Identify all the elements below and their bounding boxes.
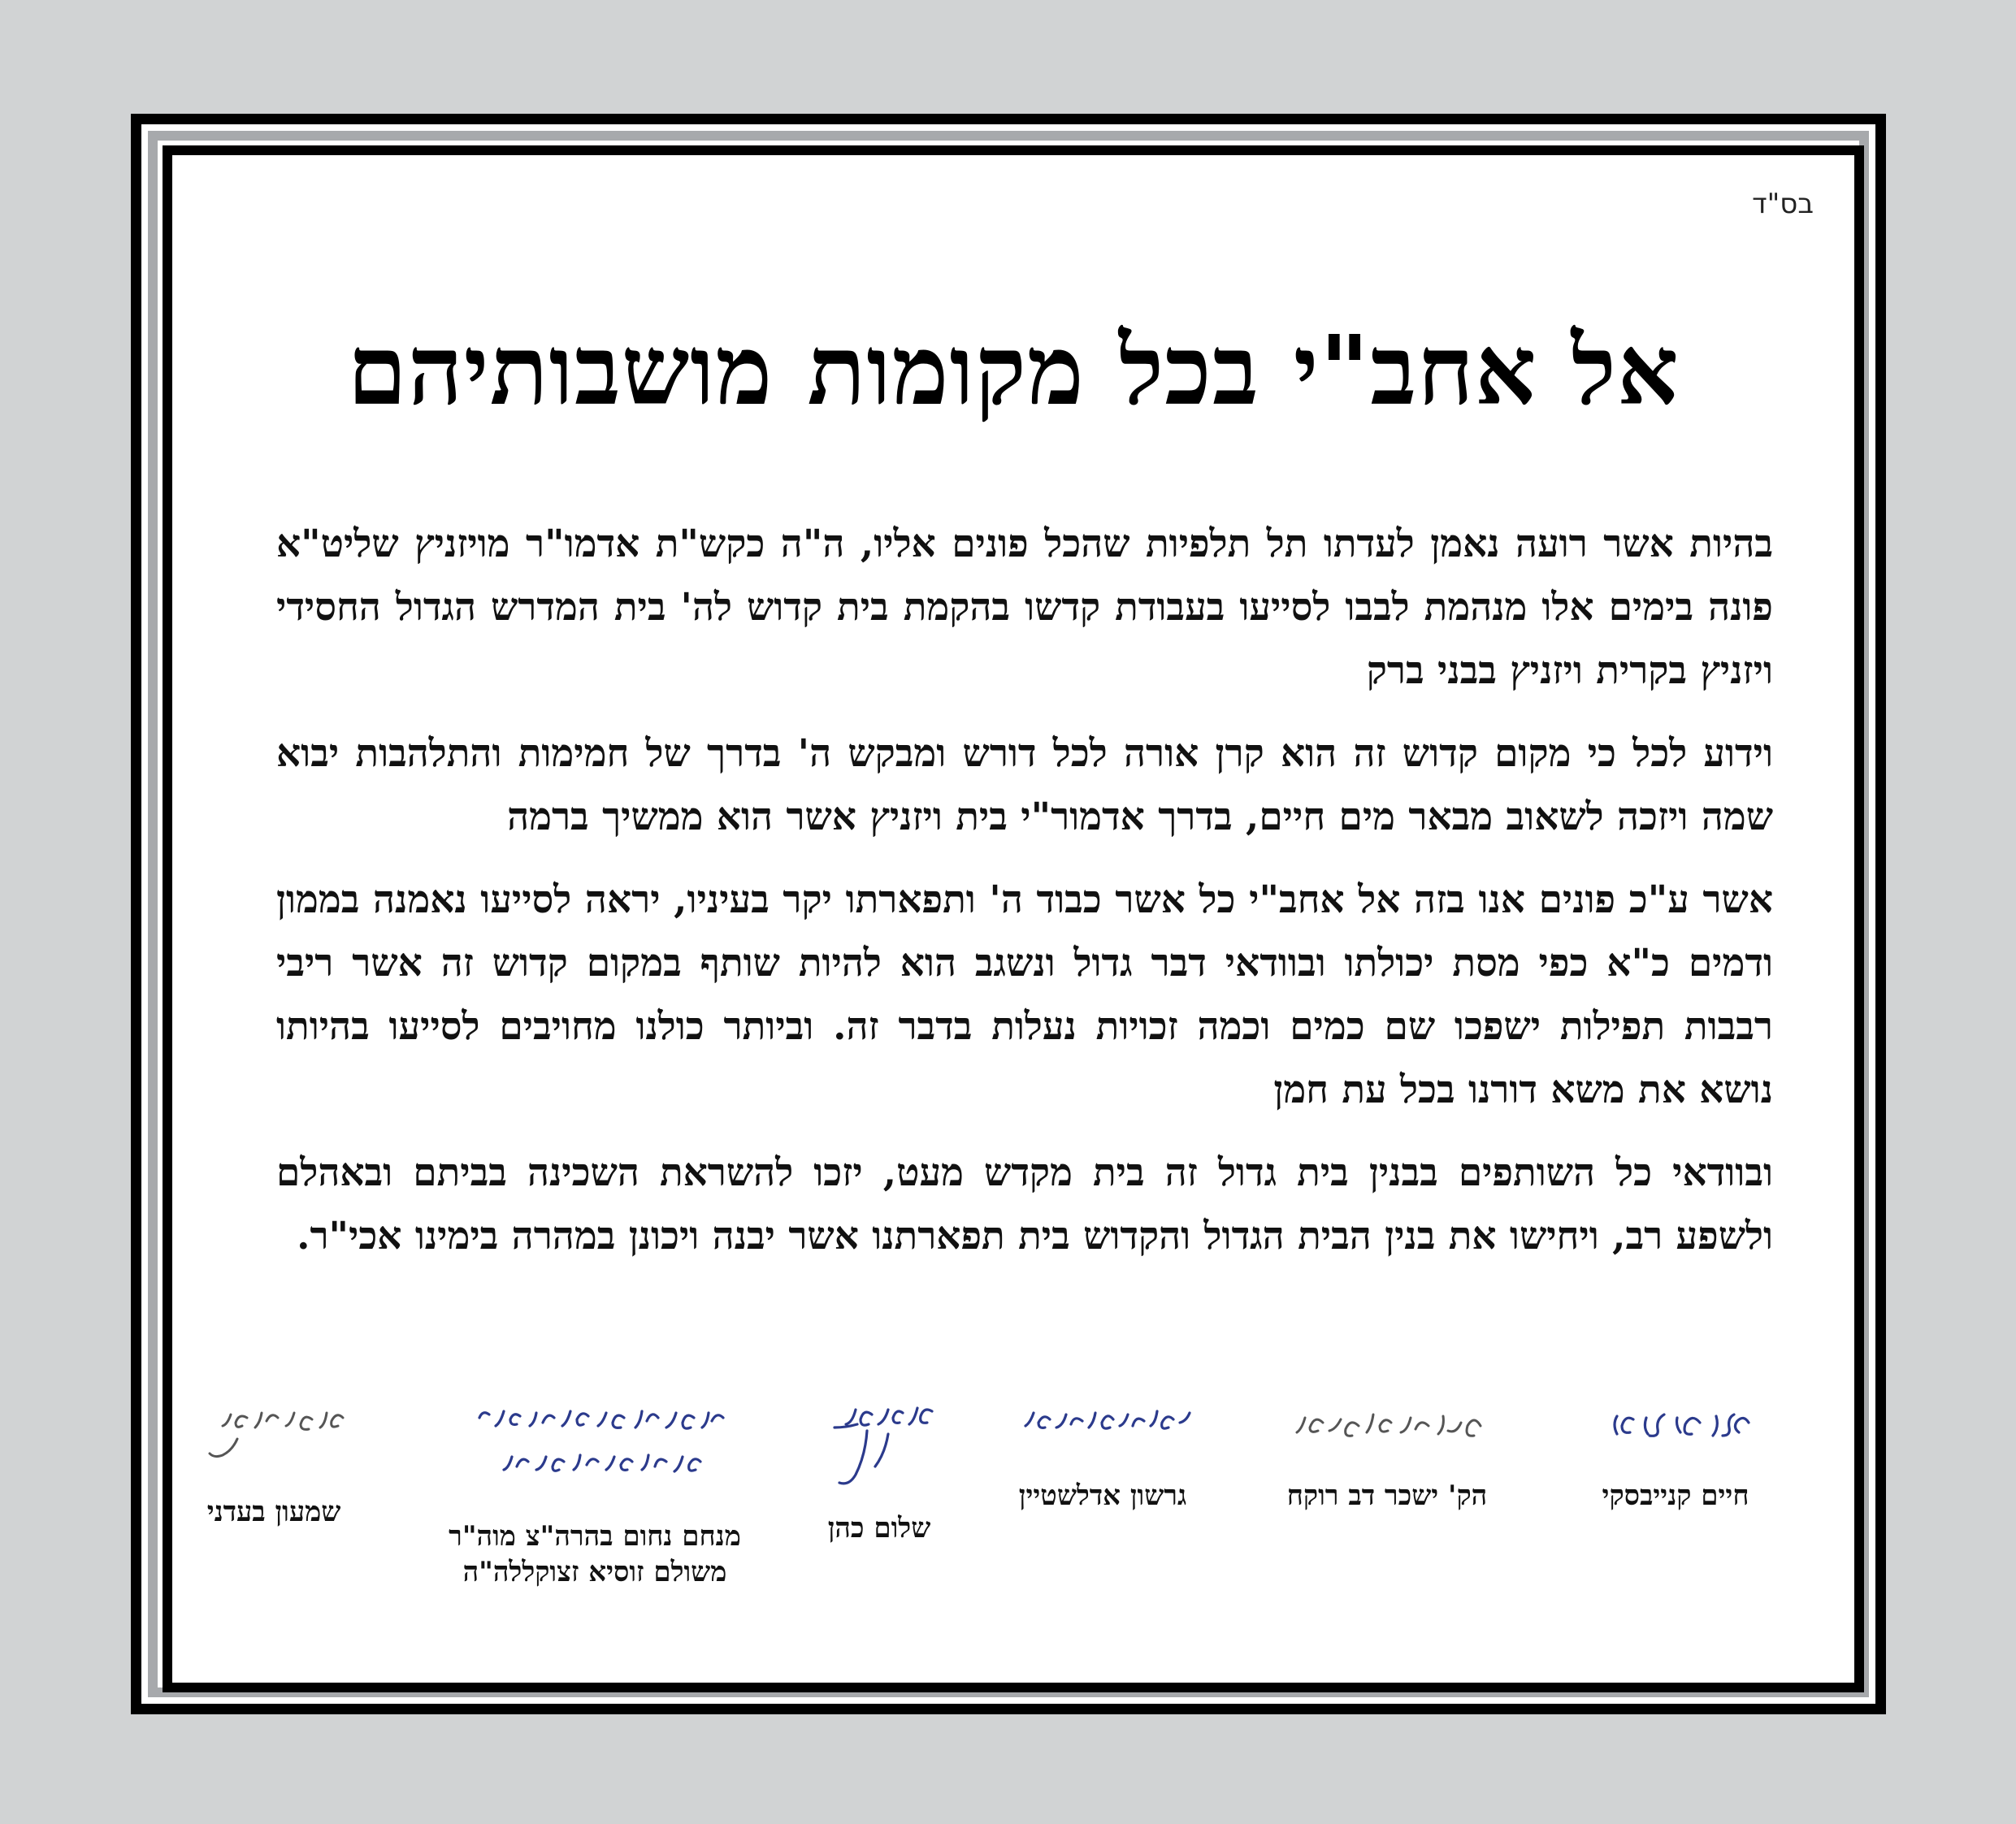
signature-name: גרשון אדלשטיין <box>1018 1480 1187 1512</box>
signature-block <box>184 1398 363 1530</box>
signature-name: שמעון בעדני <box>206 1496 341 1528</box>
signature-block <box>416 1398 774 1590</box>
handwritten-signature-image <box>1277 1398 1497 1471</box>
handwritten-signature-image <box>1001 1398 1204 1471</box>
signature-name: מנחם נחום בהרה"צ מוה"ר משולם זוסיא זצוקללה"ה <box>449 1520 741 1588</box>
page-title: אל אחב"י בכל מקומות מושבותיהם <box>347 314 1680 427</box>
letter-page <box>172 155 1854 1683</box>
handwritten-signature-image <box>440 1398 749 1512</box>
paragraph-1: בהיות אשר רועה נאמן לעדתו תל תלפיות שהכל פונים אליו, ה"ה כקש"ת אדמו"ר מויזניץ שליט"א פונה בימים אלו מנהמת לבבו לסייעו בעבודת קדשו בהקמת בית קדוש לה' בית המדרש הגדול החסידי ויזניץ בקרית ויזניץ בבני ברק <box>276 522 1773 693</box>
signature-block <box>1578 1398 1773 1514</box>
signature-block <box>1269 1398 1505 1514</box>
letter-body <box>276 513 1773 1288</box>
signature-block <box>802 1398 956 1546</box>
handwritten-signature-image <box>810 1398 948 1504</box>
handwritten-signature-image <box>189 1398 359 1488</box>
signature-block <box>993 1398 1212 1514</box>
bsd-header: בס"ד <box>1752 188 1814 220</box>
signature-name: חיים קנייבסקי <box>1602 1480 1749 1512</box>
signature-name: שלום כהן <box>827 1512 931 1545</box>
paragraph-2: וידוע לכל כי מקום קדוש זה הוא קרן אורה לכל דורש ומבקש ה' בדרך של חמימות והתלהבות יבוא שמה ויזכה לשאוב מבאר מים חיים, בדרך אדמור"י בית ויזניץ אשר הוא ממשיך ברמה <box>276 731 1773 839</box>
handwritten-signature-image <box>1586 1398 1765 1471</box>
paragraph-3: אשר ע"כ פונים אנו בזה אל אחב"י כל אשר כבוד ה' ותפארתו יקר בעיניו, יראה לסייעו נאמנה בממון ודמים כ"א כפי מסת יכולתו ובוודאי דבר גדול ונשגב הוא להיות שותף במקום קדוש זה אשר ריבי רבבות תפילות ישפכו שם כמים וכמה זכויות נעלות בדבר זה. וביותר כולנו מחויבים לסייעו בהיותו נושא את משא דורנו בכל עת חמן <box>276 877 1773 1112</box>
signatures-row <box>205 1398 1822 1666</box>
paragraph-4: ובוודאי כל השותפים בבנין בית גדול זה בית מקדש מעט, יזכו להשראת השכינה בביתם ובאהלם ולשפע רב, ויחישו את בנין הבית הגדול והקדוש בית תפארתנו אשר יבנה ויכונן במהרה בימינו אכי"ר. <box>276 1150 1773 1259</box>
signature-name: הק' ישכר דב רוקח <box>1286 1480 1488 1512</box>
